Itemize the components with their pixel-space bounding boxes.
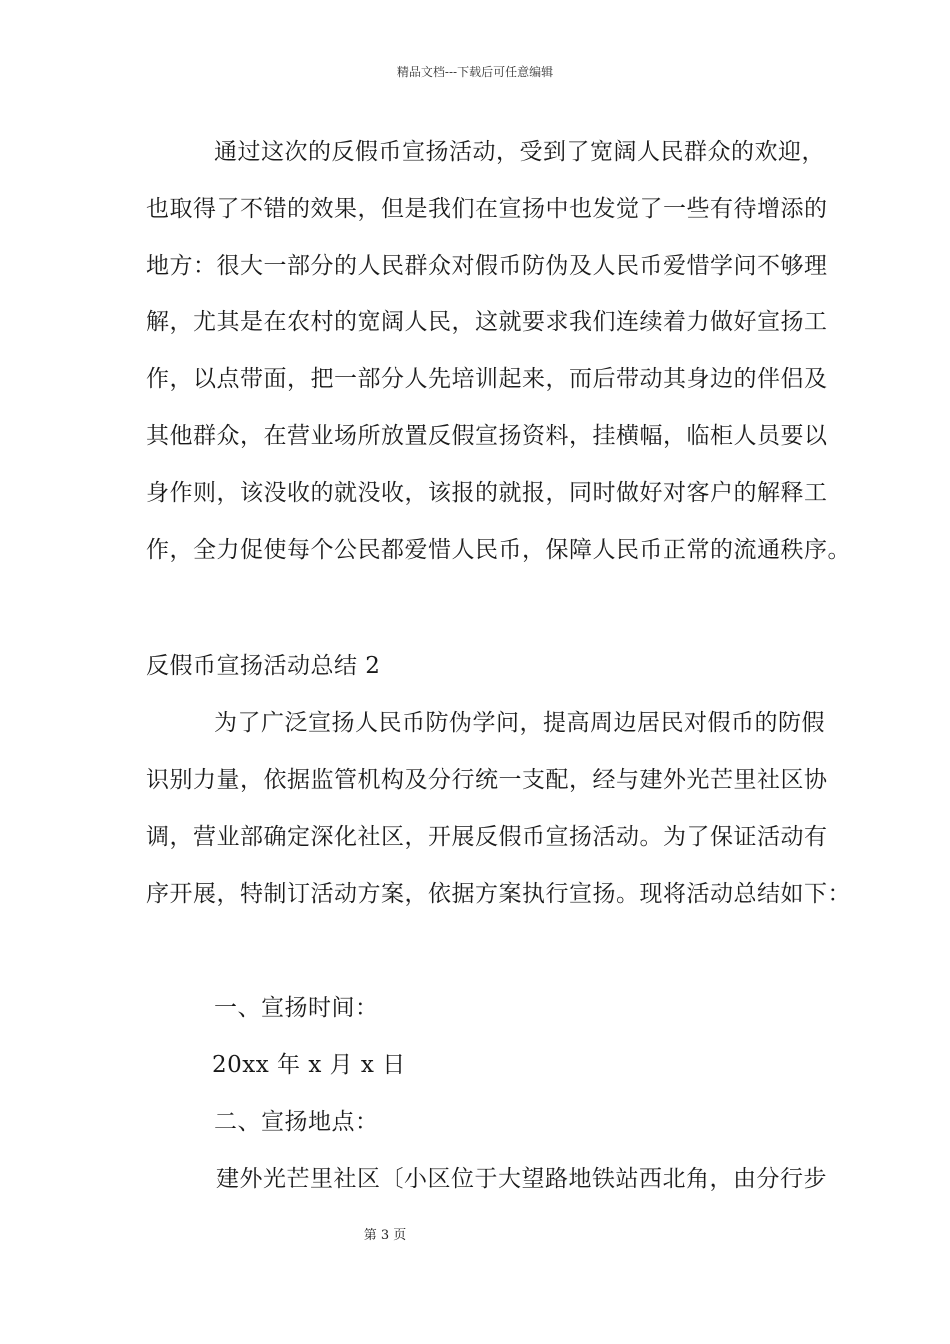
paragraph-line: 通过这次的反假币宣扬活动，受到了宽阔人民群众的欢迎， bbox=[214, 139, 825, 165]
paragraph-line: 也取得了不错的效果，但是我们在宣扬中也发觉了一些有待增添的 bbox=[146, 196, 828, 222]
paragraph-line: 调，营业部确定深化社区，开展反假币宣扬活动。为了保证活动有 bbox=[146, 824, 828, 850]
item-heading-time: 一、宣扬时间： bbox=[214, 995, 379, 1021]
paragraph-line: 其他群众，在营业场所放置反假宣扬资料，挂横幅，临柜人员要以 bbox=[146, 423, 828, 449]
paragraph-line: 身作则，该没收的就没收，该报的就报，同时做好对客户的解释工 bbox=[146, 480, 828, 506]
paragraph-line: 识别力量，依据监管机构及分行统一支配，经与建外光芒里社区协 bbox=[146, 767, 828, 793]
item-value-place: 建外光芒里社区〔小区位于大望路地铁站西北角，由分行步 bbox=[216, 1166, 827, 1192]
paragraph-line: 解，尤其是在农村的宽阔人民，这就要求我们连续着力做好宣扬工 bbox=[146, 309, 828, 335]
paragraph-line: 序开展，特制订活动方案，依据方案执行宣扬。现将活动总结如下： bbox=[146, 881, 851, 907]
page-header: 精品文档---下载后可任意编辑 bbox=[396, 65, 554, 79]
paragraph-line: 作，全力促使每个公民都爱惜人民币，保障人民币正常的流通秩序。 bbox=[146, 537, 851, 563]
paragraph-line: 为了广泛宣扬人民币防伪学问，提高周边居民对假币的防假 bbox=[214, 710, 825, 736]
paragraph-line: 地方：很大一部分的人民群众对假币防伪及人民币爱惜学问不够理 bbox=[146, 253, 828, 279]
paragraph-line: 作，以点带面，把一部分人先培训起来，而后带动其身边的伴侣及 bbox=[146, 366, 828, 392]
section-title: 反假币宣扬活动总结 2 bbox=[146, 653, 381, 679]
item-heading-place: 二、宣扬地点： bbox=[214, 1109, 379, 1135]
item-value-time: 20xx 年 x 月 x 日 bbox=[212, 1052, 406, 1078]
page-number: 第 3 页 bbox=[363, 1228, 407, 1243]
